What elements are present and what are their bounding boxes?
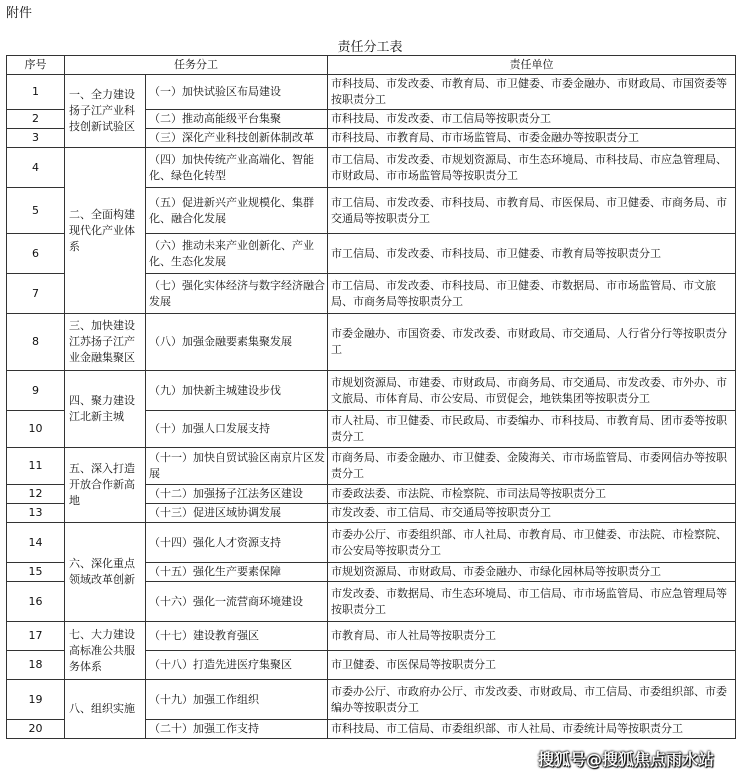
table-row: [7, 448, 736, 485]
task-cell: （八）加强金融要素集聚发展: [146, 314, 328, 371]
unit-cell: 市工信局、市发改委、市规划资源局、市生态环境局、市科技局、市应急管理局、市财政局、市市场监管局等按职责分工: [328, 148, 736, 188]
table-row: [7, 314, 736, 371]
unit-cell: 市卫健委、市医保局等按职责分工: [328, 651, 736, 680]
task-cell: （十二）加强扬子江法务区建设: [146, 485, 328, 504]
row-seq: 5: [7, 188, 65, 234]
unit-cell: 市科技局、市工信局、市委组织部、市人社局、市委统计局等按职责分工: [328, 720, 736, 739]
task-cell: （三）深化产业科技创新体制改革: [146, 129, 328, 148]
row-seq: 9: [7, 371, 65, 411]
unit-cell: 市发改委、市数据局、市生态环境局、市工信局、市市场监管局、市应急管理局等按职责分工: [328, 582, 736, 622]
unit-cell: 市委办公厅、市委组织部、市人社局、市教育局、市卫健委、市法院、市检察院、市公安局等按职责分工: [328, 523, 736, 563]
row-seq: 2: [7, 110, 65, 129]
task-cell: （十一）加快自贸试验区南京片区发展: [146, 448, 328, 485]
table-row: [7, 523, 736, 563]
task-cell: （十六）强化一流营商环境建设: [146, 582, 328, 622]
row-seq: 18: [7, 651, 65, 680]
header-seq: 序号: [7, 56, 65, 75]
row-seq: 11: [7, 448, 65, 485]
row-seq: 14: [7, 523, 65, 563]
category-cell: 八、组织实施: [65, 680, 146, 739]
task-cell: （十五）强化生产要素保障: [146, 563, 328, 582]
task-cell: （二十）加强工作支持: [146, 720, 328, 739]
row-seq: 7: [7, 274, 65, 314]
row-seq: 10: [7, 411, 65, 448]
watermark: 搜狐号@搜狐焦点雨水站: [537, 750, 714, 769]
task-cell: （五）促进新兴产业规模化、集群化、融合化发展: [146, 188, 328, 234]
task-cell: （十四）强化人才资源支持: [146, 523, 328, 563]
row-seq: 15: [7, 563, 65, 582]
task-cell: （十）加强人口发展支持: [146, 411, 328, 448]
table-row: [7, 371, 736, 411]
row-seq: 12: [7, 485, 65, 504]
unit-cell: 市工信局、市发改委、市科技局、市教育局、市医保局、市卫健委、市商务局、市交通局等按职责分工: [328, 188, 736, 234]
row-seq: 17: [7, 622, 65, 651]
unit-cell: 市科技局、市教育局、市市场监管局、市委金融办等按职责分工: [328, 129, 736, 148]
row-seq: 19: [7, 680, 65, 720]
unit-cell: 市工信局、市发改委、市科技局、市卫健委、市教育局等按职责分工: [328, 234, 736, 274]
row-seq: 1: [7, 75, 65, 110]
row-seq: 6: [7, 234, 65, 274]
category-cell: 四、聚力建设江北新主城: [65, 371, 146, 448]
unit-cell: 市发改委、市工信局、市交通局等按职责分工: [328, 504, 736, 523]
unit-cell: 市科技局、市发改委、市教育局、市卫健委、市委金融办、市财政局、市国资委等按职责分工: [328, 75, 736, 110]
attachment-label: 附件: [6, 6, 33, 21]
task-cell: （四）加快传统产业高端化、智能化、绿色化转型: [146, 148, 328, 188]
task-cell: （十七）建设教育强区: [146, 622, 328, 651]
table-row: [7, 148, 736, 188]
unit-cell: 市人社局、市卫健委、市民政局、市委编办、市科技局、市教育局、团市委等按职责分工: [328, 411, 736, 448]
unit-cell: 市委政法委、市法院、市检察院、市司法局等按职责分工: [328, 485, 736, 504]
task-cell: （七）强化实体经济与数字经济融合发展: [146, 274, 328, 314]
category-cell: 七、大力建设高标准公共服务体系: [65, 622, 146, 680]
unit-cell: 市规划资源局、市财政局、市委金融办、市绿化园林局等按职责分工: [328, 563, 736, 582]
table-header-row: [7, 56, 736, 75]
row-seq: 8: [7, 314, 65, 371]
category-cell: 二、全面构建现代化产业体系: [65, 148, 146, 314]
table-row: [7, 75, 736, 110]
header-task: 任务分工: [65, 56, 328, 75]
row-seq: 4: [7, 148, 65, 188]
unit-cell: 市规划资源局、市建委、市财政局、市商务局、市交通局、市发改委、市外办、市文旅局、市体育局、市公安局、市贸促会，地铁集团等按职责分工: [328, 371, 736, 411]
unit-cell: 市科技局、市发改委、市工信局等按职责分工: [328, 110, 736, 129]
category-cell: 三、加快建设江苏扬子江产业金融集聚区: [65, 314, 146, 371]
header-unit: 责任单位: [328, 56, 736, 75]
row-seq: 16: [7, 582, 65, 622]
task-cell: （一）加快试验区布局建设: [146, 75, 328, 110]
task-cell: （十三）促进区域协调发展: [146, 504, 328, 523]
unit-cell: 市商务局、市委金融办、市卫健委、金陵海关、市市场监管局、市委网信办等按职责分工: [328, 448, 736, 485]
table-row: [7, 622, 736, 651]
unit-cell: 市委金融办、市国资委、市发改委、市财政局、市交通局、人行省分行等按职责分工: [328, 314, 736, 371]
row-seq: 13: [7, 504, 65, 523]
unit-cell: 市教育局、市人社局等按职责分工: [328, 622, 736, 651]
row-seq: 20: [7, 720, 65, 739]
unit-cell: 市工信局、市发改委、市科技局、市卫健委、市数据局、市市场监管局、市文旅局、市商务局等按职责分工: [328, 274, 736, 314]
task-cell: （六）推动未来产业创新化、产业化、生态化发展: [146, 234, 328, 274]
row-seq: 3: [7, 129, 65, 148]
table-title: 责任分工表: [337, 40, 403, 55]
table-row: [7, 680, 736, 720]
task-cell: （二）推动高能级平台集聚: [146, 110, 328, 129]
task-cell: （十九）加强工作组织: [146, 680, 328, 720]
category-cell: 六、深化重点领域改革创新: [65, 523, 146, 622]
task-cell: （九）加快新主城建设步伐: [146, 371, 328, 411]
category-cell: 一、全力建设扬子江产业科技创新试验区: [65, 75, 146, 148]
responsibility-table: [6, 55, 736, 739]
unit-cell: 市委办公厅、市政府办公厅、市发改委、市财政局、市工信局、市委组织部、市委编办等按职责分工: [328, 680, 736, 720]
task-cell: （十八）打造先进医疗集聚区: [146, 651, 328, 680]
category-cell: 五、深入打造开放合作新高地: [65, 448, 146, 523]
